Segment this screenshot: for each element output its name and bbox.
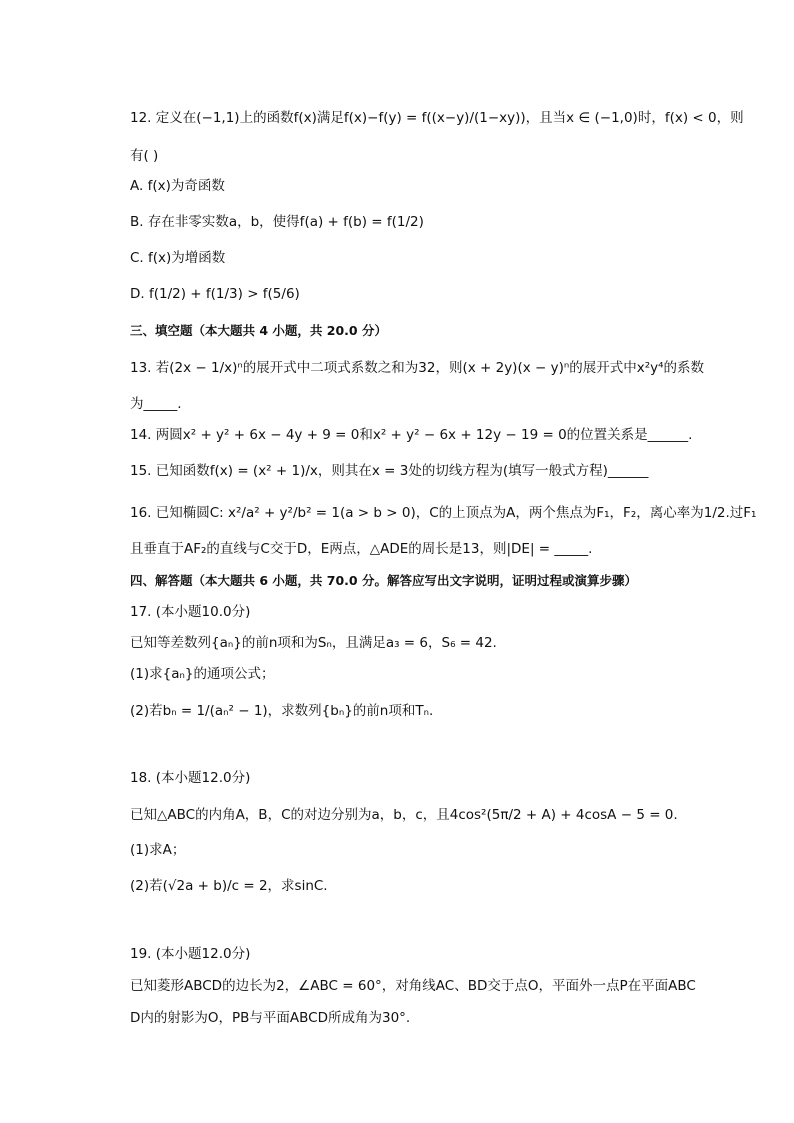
q12-option-c: C. f(x)为增函数 (130, 250, 226, 266)
q19-line1: 已知菱形ABCD的边长为2，∠ABC = 60°，对角线AC、BD交于点O，平面外一点P在平面ABC (130, 978, 696, 994)
q17-body: 已知等差数列{aₙ}的前n项和为Sₙ，且满足a₃ = 6，S₆ = 42. (130, 635, 497, 651)
q17-header: 17. (本小题10.0分) (130, 604, 251, 620)
question-14: 14. 两圆x² + y² + 6x − 4y + 9 = 0和x² + y² − 6x + 12y − 19 = 0的位置关系是______. (130, 427, 693, 443)
q12-stem-line1: 12. 定义在(−1,1)上的函数f(x)满足f(x)−f(y) = f((x−y)/(1−xy))，且当x ∈ (−1,0)时，f(x) < 0，则 (130, 110, 744, 126)
question-15: 15. 已知函数f(x) = (x² + 1)/x，则其在x = 3处的切线方程为(填写一般式方程)______ (130, 463, 649, 479)
q13-line2: 为_____. (130, 396, 182, 412)
q18-header: 18. (本小题12.0分) (130, 770, 251, 786)
q12-option-b: B. 存在非零实数a，b，使得f(a) + f(b) = f(1/2) (130, 214, 424, 230)
q13-line1: 13. 若(2x − 1/x)ⁿ的展开式中二项式系数之和为32，则(x + 2y)(x − y)ⁿ的展开式中x²y⁴的系数 (130, 360, 705, 376)
q12-option-d: D. f(1/2) + f(1/3) > f(5/6) (130, 286, 300, 302)
q17-part2: (2)若bₙ = 1/(aₙ² − 1)，求数列{bₙ}的前n项和Tₙ. (130, 703, 434, 719)
q18-part1: (1)求A； (130, 842, 186, 858)
q16-line1: 16. 已知椭圆C: x²/a² + y²/b² = 1(a > b > 0)，C的上顶点为A，两个焦点为F₁，F₂，离心率为1/2.过F₁ (130, 505, 757, 521)
q18-part2: (2)若(√2a + b)/c = 2，求sinC. (130, 878, 328, 894)
q17-part1: (1)求{aₙ}的通项公式； (130, 666, 275, 682)
q12-option-a: A. f(x)为奇函数 (130, 178, 225, 194)
q19-header: 19. (本小题12.0分) (130, 946, 251, 962)
q19-line2: D内的射影为O，PB与平面ABCD所成角为30°. (130, 1010, 411, 1026)
q16-line2: 且垂直于AF₂的直线与C交于D，E两点，△ADE的周长是13，则|DE| = _____. (130, 541, 593, 557)
q12-stem-line2: 有( ) (130, 148, 159, 164)
section-heading-solutions: 四、解答题（本大题共 6 小题，共 70.0 分。解答应写出文字说明，证明过程或演算步骤） (130, 573, 637, 588)
section-heading-fill-in: 三、填空题（本大题共 4 小题，共 20.0 分） (130, 323, 387, 338)
q18-body: 已知△ABC的内角A，B，C的对边分别为a，b，c，且4cos²(5π/2 + A) + 4cosA − 5 = 0. (130, 807, 678, 823)
